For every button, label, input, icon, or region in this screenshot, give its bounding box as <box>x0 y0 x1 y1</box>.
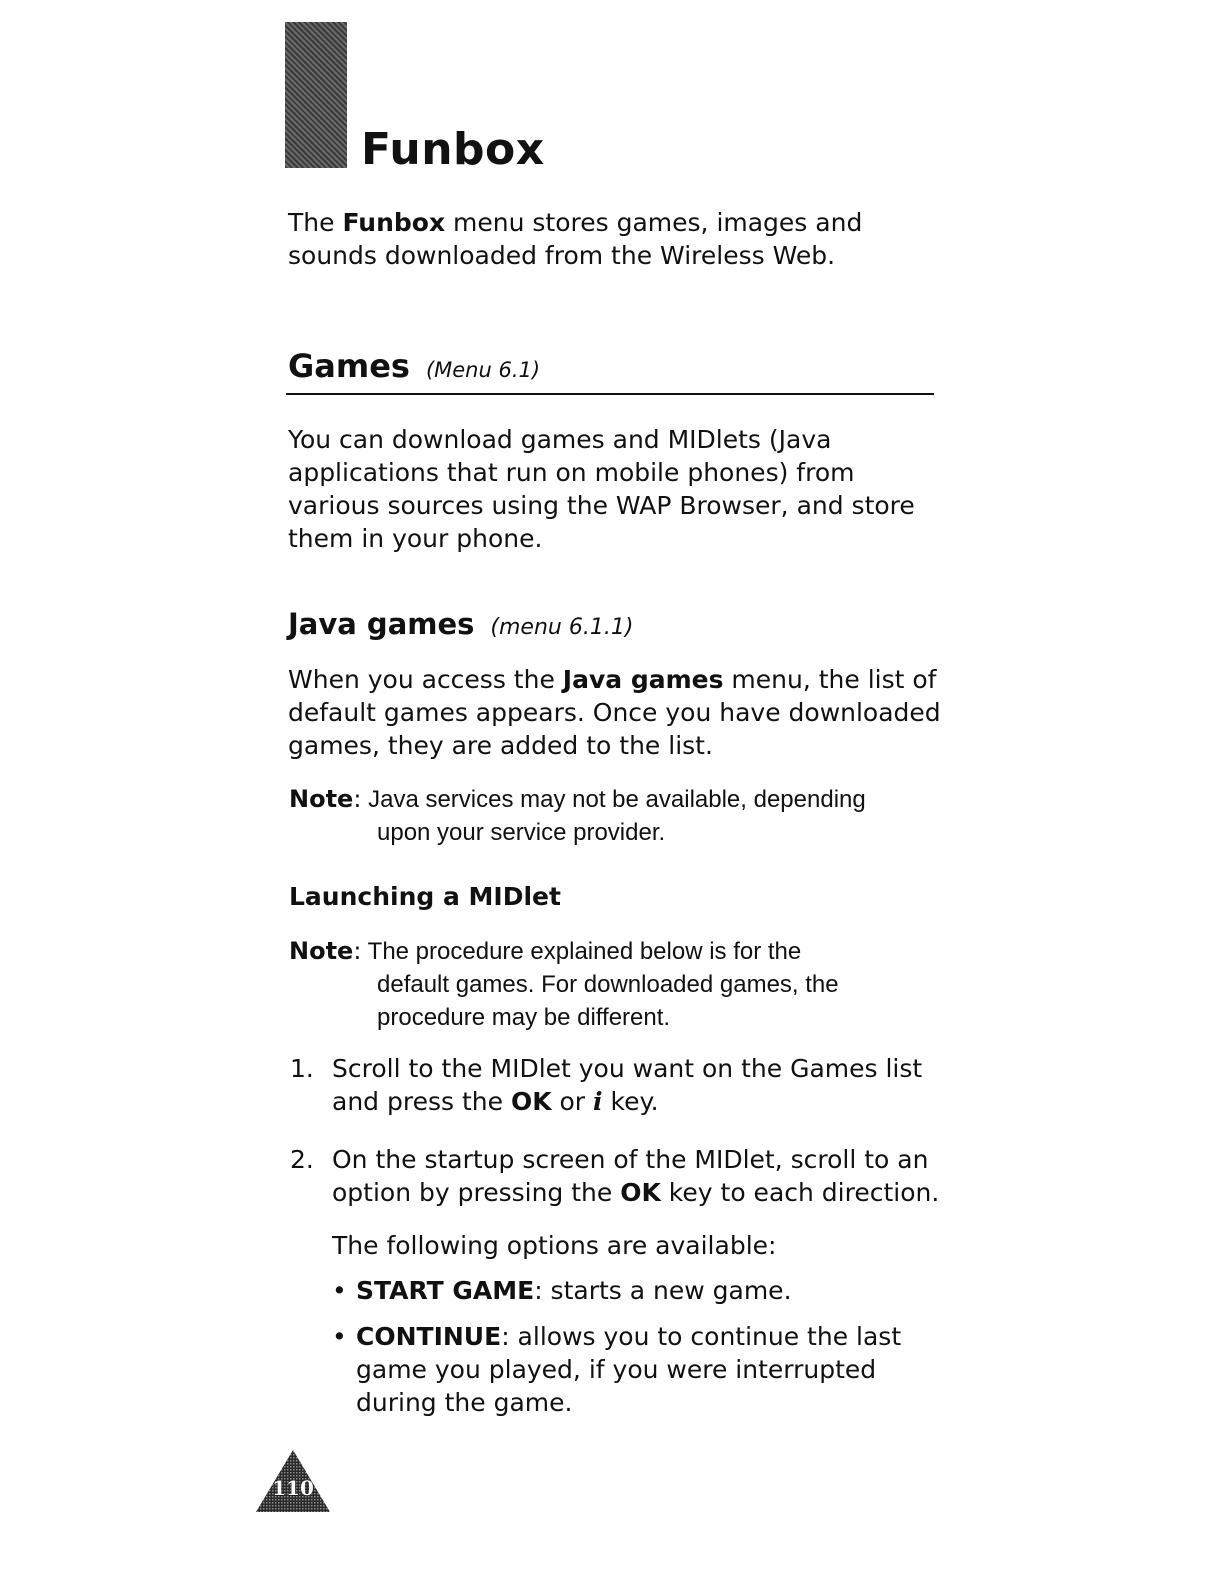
ok-key-bold: OK <box>620 1178 661 1207</box>
note-text: The procedure explained below is for the <box>361 938 802 965</box>
note-colon: : <box>353 937 362 965</box>
option-item <box>332 1274 792 1307</box>
intro-funbox-bold: Funbox <box>342 208 446 237</box>
option-body <box>332 1320 901 1419</box>
paragraph-line: When you access the <box>288 665 563 694</box>
option-name: CONTINUE <box>356 1322 502 1351</box>
chapter-marker-block <box>285 22 347 168</box>
paragraph-line: various sources using the WAP Browser, and store <box>288 491 915 520</box>
note-text: procedure may be different. <box>377 1004 671 1031</box>
step-item <box>290 1052 922 1118</box>
step-body <box>290 1052 922 1118</box>
step-text: key to each direction. <box>660 1178 940 1207</box>
option-desc: : starts a new game. <box>534 1276 792 1305</box>
java-games-bold: Java games <box>562 665 724 694</box>
note-text: default games. For downloaded games, the <box>377 971 839 998</box>
paragraph-line: default games appears. Once you have downloaded <box>288 698 941 727</box>
step-text: key. <box>602 1087 659 1116</box>
paragraph-line: You can download games and MIDlets (Java <box>288 425 832 454</box>
note-colon: : <box>353 785 362 813</box>
intro-text: menu stores games, images and <box>445 208 863 237</box>
note-text: Java services may not be available, depending <box>361 786 866 813</box>
games-paragraph <box>288 423 915 555</box>
note-label: Note <box>289 785 354 813</box>
option-body <box>332 1274 792 1307</box>
launching-heading: Launching a MIDlet <box>289 882 561 911</box>
step-text: On the startup screen of the MIDlet, scroll to an <box>332 1145 929 1174</box>
chapter-title: Funbox <box>361 124 545 175</box>
step-text: or <box>551 1087 594 1116</box>
step-text: Scroll to the MIDlet you want on the Games list <box>332 1054 923 1083</box>
intro-text: sounds downloaded from the Wireless Web. <box>288 241 836 270</box>
info-key-icon: i <box>593 1087 603 1116</box>
section-divider <box>286 393 934 395</box>
intro-text: The <box>288 208 343 237</box>
option-item <box>332 1320 901 1419</box>
bullet-dot: • <box>332 1322 347 1351</box>
section-title: Games <box>288 347 410 385</box>
subsection-heading <box>288 604 633 649</box>
step-text: option by pressing the <box>332 1178 621 1207</box>
paragraph-line: menu, the list of <box>723 665 937 694</box>
page-number: 110 <box>272 1476 314 1500</box>
section-heading <box>288 346 540 392</box>
paragraph-line: games, they are added to the list. <box>288 731 713 760</box>
ok-key-bold: OK <box>510 1087 552 1116</box>
step-item <box>290 1143 939 1209</box>
option-name: START GAME <box>356 1276 535 1305</box>
options-intro: The following options are available: <box>332 1231 777 1260</box>
section-menu-ref: (Menu 6.1) <box>425 358 541 382</box>
step-number: 2. <box>290 1145 314 1174</box>
option-desc: game you played, if you were interrupted <box>356 1355 877 1384</box>
subsection-title: Java games <box>288 607 475 641</box>
step-body <box>290 1143 939 1209</box>
paragraph-line: applications that run on mobile phones) from <box>288 458 855 487</box>
option-desc: during the game. <box>356 1388 573 1417</box>
note-java-services <box>289 783 866 849</box>
note-label: Note <box>289 937 354 965</box>
java-games-paragraph <box>288 663 941 762</box>
step-number: 1. <box>290 1054 314 1083</box>
intro-paragraph <box>288 206 862 272</box>
subsection-menu-ref: (menu 6.1.1) <box>490 615 634 640</box>
paragraph-line: them in your phone. <box>288 524 543 553</box>
option-desc: : allows you to continue the last <box>501 1322 902 1351</box>
note-text: upon your service provider. <box>377 819 666 846</box>
bullet-dot: • <box>332 1276 347 1305</box>
note-procedure <box>289 935 839 1034</box>
step-text: and press the <box>332 1087 511 1116</box>
